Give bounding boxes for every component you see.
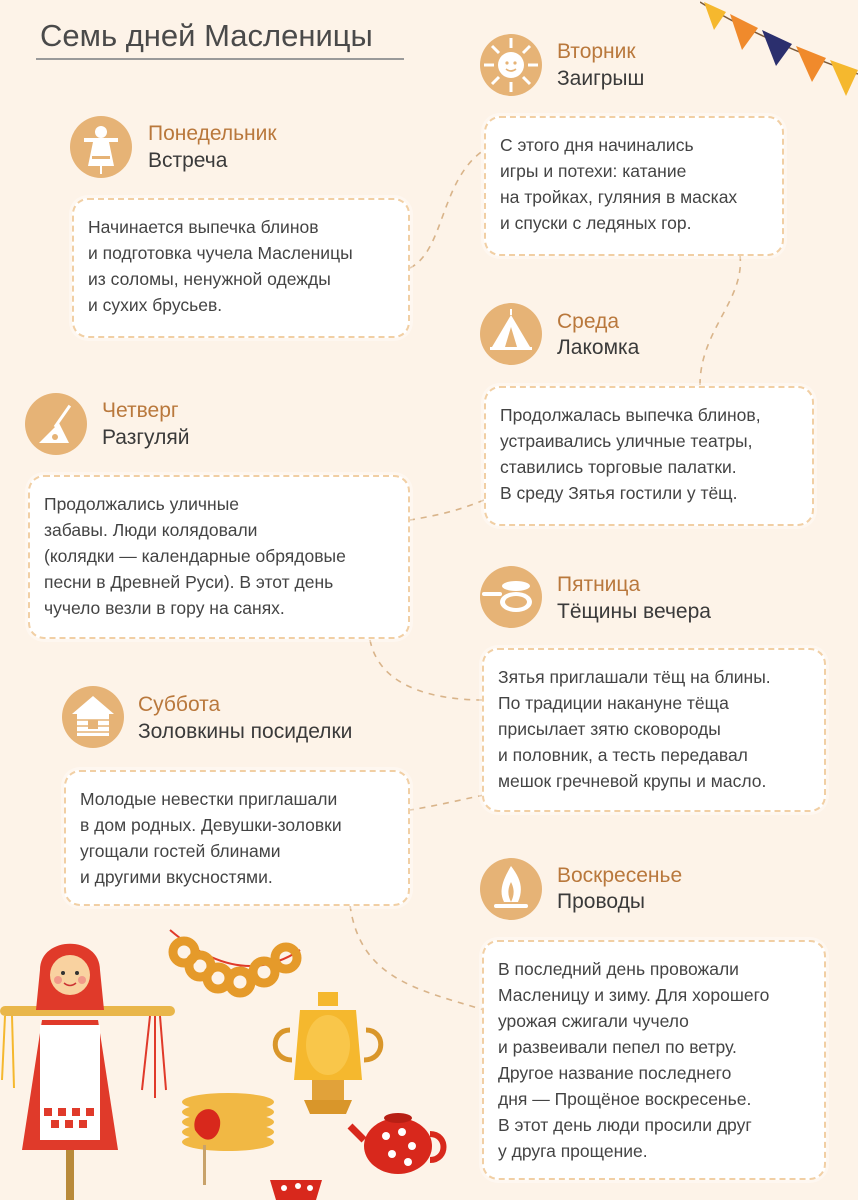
monday-day-name: Понедельник (148, 122, 277, 145)
sunday-day-subtitle: Проводы (557, 890, 645, 913)
maslenitsa-doll-icon (70, 116, 132, 178)
saturday-card: Молодые невестки приглашали в дом родных. Девушки-золовки угощали гостей блинами и другими вкусностями. (64, 770, 410, 906)
friday-day-subtitle: Тёщины вечера (557, 600, 711, 623)
friday-card: Зятья приглашали тёщ на блины. По традиции накануне тёща присылает зятю сковороды и половник, а тесть передавал мешок гречневой крупы и масло. (482, 648, 826, 812)
saturday-day-subtitle: Золовкины посиделки (138, 720, 353, 743)
balalaika-icon (25, 393, 87, 455)
house-icon (62, 686, 124, 748)
bunting-flags-decoration (700, 0, 858, 110)
thursday-day-name: Четверг (102, 399, 179, 422)
frying-pan-icon (480, 566, 542, 628)
tent-icon (480, 303, 542, 365)
monday-day-subtitle: Встреча (148, 149, 228, 172)
tuesday-day-subtitle: Заигрыш (557, 67, 645, 90)
wednesday-day-name: Среда (557, 310, 619, 333)
tuesday-day-name: Вторник (557, 40, 636, 63)
saturday-day-name: Суббота (138, 693, 221, 716)
festive-illustration (0, 920, 470, 1200)
sunday-day-name: Воскресенье (557, 864, 683, 887)
wednesday-card: Продолжалась выпечка блинов, устраивались уличные театры, ставились торговые палатки. В среду Зятья гостили у тёщ. (484, 386, 814, 526)
thursday-day-subtitle: Разгуляй (102, 426, 190, 449)
title-underline (36, 58, 404, 60)
tuesday-card: С этого дня начинались игры и потехи: катание на тройках, гуляния в масках и спуски с ледяных гор. (484, 116, 784, 256)
sunday-card: В последний день провожали Масленицу и зиму. Для хорошего урожая сжигали чучело и развеивали пепел по ветру. Другое название последнего дня — Прощёное воскресенье. В этот день люди просили друг у друга прощение. (482, 940, 826, 1180)
page-title: Семь дней Масленицы (40, 18, 373, 53)
wednesday-day-subtitle: Лакомка (557, 336, 640, 359)
thursday-card: Продолжались уличные забавы. Люди колядовали (колядки — календарные обрядовые песни в Древней Руси). В этот день чучело везли в гору на санях. (28, 475, 410, 639)
friday-day-name: Пятница (557, 573, 641, 596)
monday-card: Начинается выпечка блинов и подготовка чучела Масленицы из соломы, ненужной одежды и сухих брусьев. (72, 198, 410, 338)
bonfire-icon (480, 858, 542, 920)
sun-icon (480, 34, 542, 96)
